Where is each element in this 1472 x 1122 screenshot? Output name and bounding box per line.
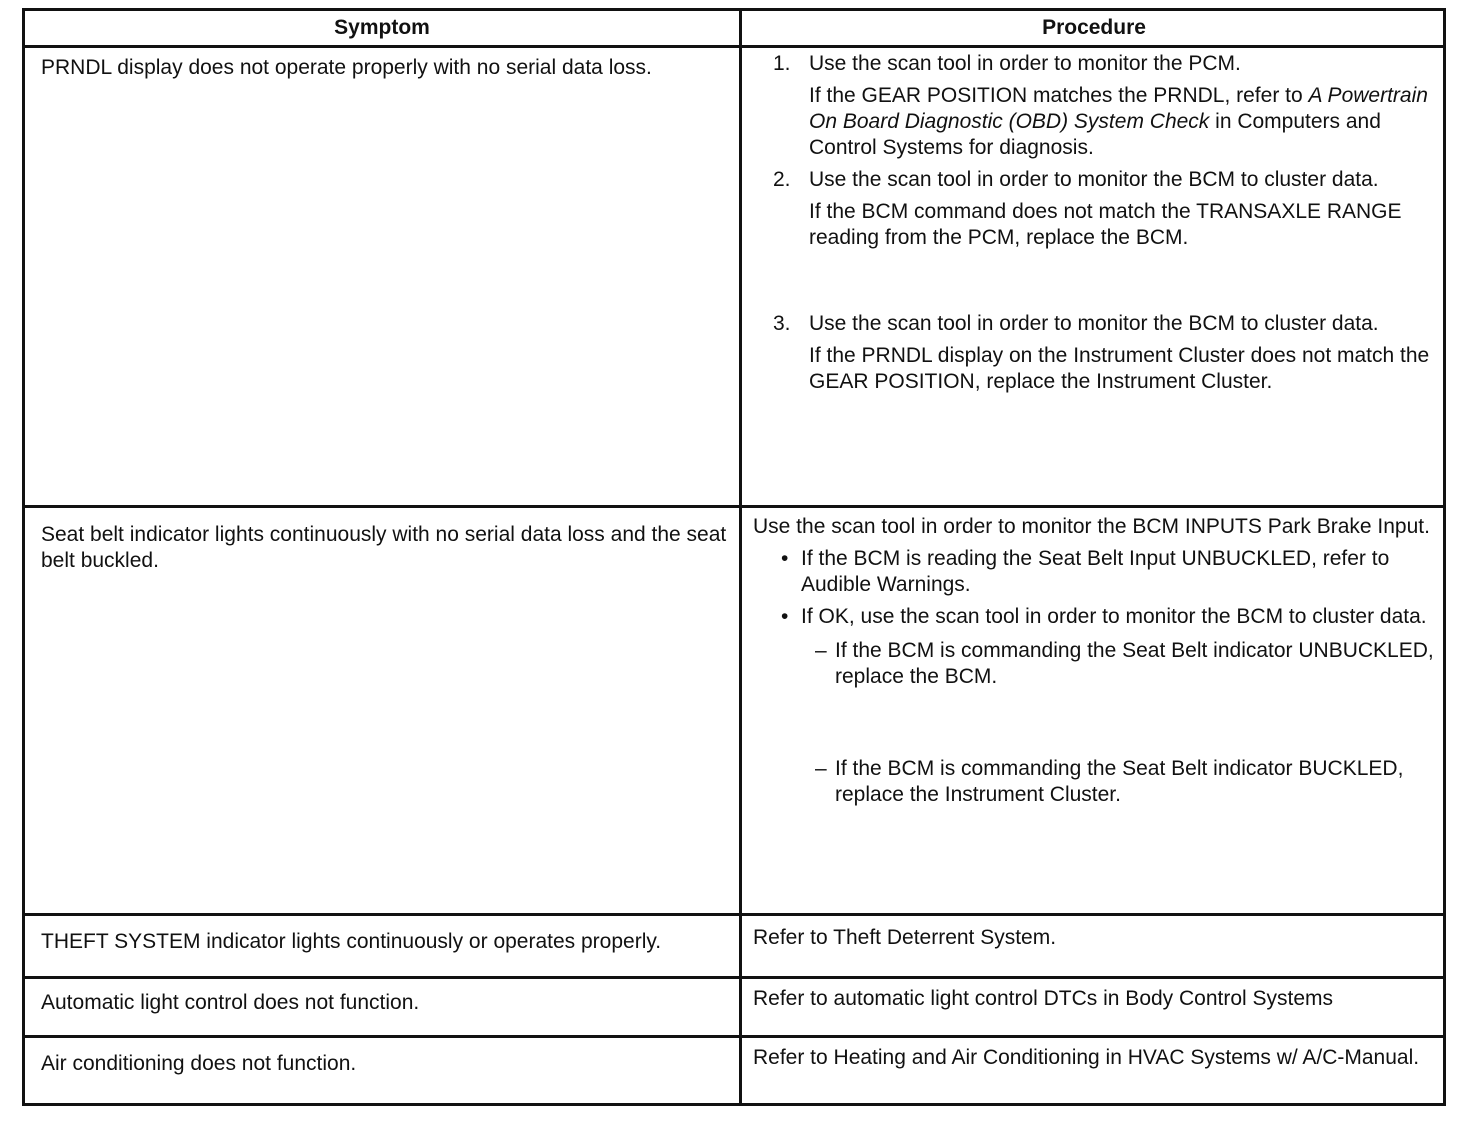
row-2-symptom: Seat belt indicator lights continuously with no serial data loss and the seat belt buckled.	[41, 523, 727, 572]
sub-item	[753, 638, 1443, 690]
header-procedure: Procedure	[1042, 16, 1146, 39]
note-text: If the GEAR POSITION matches the PRNDL, refer to	[809, 84, 1309, 107]
step-2-note: If the BCM command does not match the TRANSAXLE RANGE reading from the PCM, replace the BCM.	[809, 200, 1402, 249]
header-symptom: Symptom	[334, 16, 430, 39]
bullet-item	[753, 546, 1443, 598]
bullet-marker: •	[781, 605, 789, 628]
symptom-table	[22, 8, 1446, 1106]
note-reference: A Powertrain On Board Diagnostic (OBD) System Check	[809, 84, 1428, 133]
dash-marker: –	[815, 757, 827, 780]
step-number: 3.	[773, 312, 791, 335]
step-text: Use the scan tool in order to monitor the BCM to cluster data.	[809, 312, 1379, 335]
column-divider	[739, 11, 742, 1103]
sub-item	[753, 756, 1443, 808]
header-divider	[25, 45, 1443, 48]
row-divider	[25, 976, 1443, 979]
row-divider	[25, 1035, 1443, 1038]
row-3-procedure: Refer to Theft Deterrent System.	[753, 926, 1057, 949]
step-3-note: If the PRNDL display on the Instrument Cluster does not match the GEAR POSITION, replace the Instrument Cluster.	[809, 344, 1430, 393]
row-2-procedure	[753, 514, 1443, 808]
step-3	[753, 311, 1443, 337]
row-1-symptom: PRNDL display does not operate properly with no serial data loss.	[41, 56, 652, 79]
step-1	[753, 51, 1443, 77]
bullet-text: If OK, use the scan tool in order to monitor the BCM to cluster data.	[801, 605, 1427, 628]
row-4-symptom: Automatic light control does not function.	[41, 991, 420, 1014]
row-2-intro: Use the scan tool in order to monitor the BCM INPUTS Park Brake Input.	[753, 515, 1430, 538]
bullet-item	[753, 604, 1443, 630]
step-number: 2.	[773, 168, 791, 191]
bullet-text: If the BCM is reading the Seat Belt Input UNBUCKLED, refer to Audible Warnings.	[801, 547, 1390, 596]
note-text: in Computers and Control Systems for diagnosis.	[809, 110, 1381, 159]
step-2	[753, 167, 1443, 193]
row-3-symptom: THEFT SYSTEM indicator lights continuously or operates properly.	[41, 930, 662, 953]
bullet-marker: •	[781, 547, 789, 570]
row-divider	[25, 505, 1443, 508]
step-text: Use the scan tool in order to monitor the PCM.	[809, 52, 1241, 75]
step-text: Use the scan tool in order to monitor the BCM to cluster data.	[809, 168, 1379, 191]
step-1-note	[753, 83, 1443, 161]
sub-item-text: If the BCM is commanding the Seat Belt indicator BUCKLED, replace the Instrument Cluster.	[835, 757, 1404, 806]
row-5-procedure: Refer to Heating and Air Conditioning in HVAC Systems w/ A/C-Manual.	[753, 1046, 1420, 1069]
row-4-procedure: Refer to automatic light control DTCs in Body Control Systems	[753, 987, 1334, 1010]
row-1-procedure	[753, 51, 1443, 401]
dash-marker: –	[815, 639, 827, 662]
sub-item-text: If the BCM is commanding the Seat Belt indicator UNBUCKLED, replace the BCM.	[835, 639, 1434, 688]
step-number: 1.	[773, 52, 791, 75]
row-5-symptom: Air conditioning does not function.	[41, 1052, 357, 1075]
row-divider	[25, 913, 1443, 916]
